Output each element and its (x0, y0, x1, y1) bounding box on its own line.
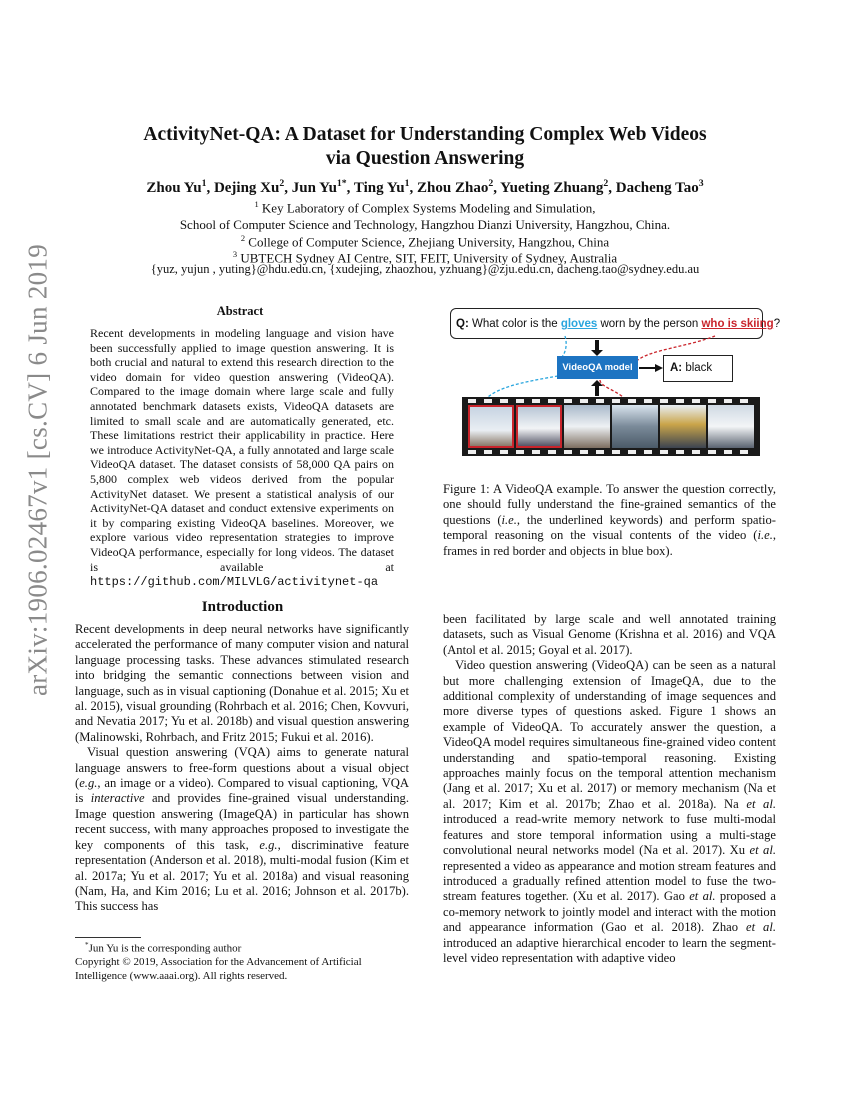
affiliation-3: $^3$ UBTECH Sydney AI Centre, SIT, FEIT, University of Sydney, Australia (232, 249, 618, 266)
title-line-1: ActivityNet-QA: A Dataset for Understanding Complex Web Videos (143, 124, 707, 145)
dataset-link[interactable]: https://github.com/MILVLG/activitynet-qa (90, 575, 379, 590)
author: Ting Yu$^1$ (353, 178, 410, 196)
author-list: Zhou Yu$^1$, Dejing Xu$^2$, Jun $Yu^{1*}$, Ting Yu$^1$, Zhou Zhao$^2$, Yueting Zhuang$^2$, Dacheng Tao$^3$ (146, 178, 704, 196)
author: Yueting Zhuang$^2$ (500, 178, 609, 196)
arxiv-side-label (8, 243, 68, 697)
arrowhead (655, 364, 663, 372)
paper-title (60, 123, 790, 171)
abstract-body: Recent developments in modeling language and vision have been successfully applied to image question answering. It is both crucial and natural to extend this research direction to the video domain for video question answering (VideoQA). Compared to the image domain where large scale and fully annotated benchmark datasets exists, VideoQA datasets are limited to small scale and are automatically generated, etc. These limitations restrict their applicability in practice. Here we introduce ActivityNet-QA, a fully annotated and large scale VideoQA dataset. The dataset consists of 58,000 QA pairs on 5,800 complex web videos derived from the popular ActivityNet dataset. We present a statistical analysis of our ActivityNet-QA dataset and conduct extensive experiments on it by comparing existing VideoQA baselines. Moreover, we explore various video representation strategies to improve VideoQA performance, especially for long videos. The dataset is available at https://github.com/MILVLG/activitynet-qa (90, 326, 394, 590)
video-frame (708, 405, 754, 448)
paragraph: Visual question answering (VQA) aims to generate natural language answers to free-form questions about a visual object (e.g., an image or a video). Compared to visual captioning, VQA is interactive and provides fine-grained visual understanding. Image question answering (ImageQA) in particular has shown recent success, with many approaches proposed to investigate the key components of this task, e.g., discriminative feature representation (Anderson et al. 2018), multi-modal fusion (Kim et al. 2017a; Yu et al. 2017; Yu et al. 2018a) and visual reasoning (Nam, Ha, and Kim 2016; Lu et al. 2016; Johnson et al. 2017b). This success has (75, 745, 409, 914)
figure-1 (450, 306, 780, 456)
video-frame (612, 405, 658, 448)
author: Dacheng Tao$^3$ (615, 178, 704, 196)
paragraph: been facilitated by large scale and well annotated training datasets, such as Visual Genome (Krishna et al. 2016) and VQA (Antol et al. 2015; Goyal et al. 2017). (443, 612, 776, 657)
author: Dejing Xu$^2$ (213, 178, 285, 196)
affiliation-1: $^1$ Key Laboratory of Complex Systems Modeling and Simulation, School of Computer Science and Technology, Hangzhou Dianzi University, Hangzhou, China. (179, 199, 671, 233)
paragraph: Recent developments in deep neural networks have significantly accelerated the performance of many computer vision and natural language processing tasks. These advances stimulated research into bridging the semantic connections between vision and language, such as in visual captioning (Donahue et al. 2015; Xu et al. 2015), visual grounding (Rohrbach et al. 2016; Chen, Kovvuri, and Nevatia 2017; Yu et al. 2018b) and visual question answering (Malinowski, Rohrbach, and Fritz 2015; Fukui et al. 2016). (75, 622, 409, 744)
intro-left-column (75, 622, 409, 915)
keyword-who-is-skiing: who is skiing (701, 318, 774, 330)
footnote-rule (75, 937, 141, 938)
video-frame (516, 405, 562, 448)
keyword-gloves: gloves (560, 318, 598, 330)
figure-question-box: Q: What color is the gloves worn by the person who is skiing? (450, 308, 763, 339)
author-emails: {yuz, yujun , yuting}@hdu.edu.cn, {xudejing, zhaozhou, yzhuang}@zju.edu.cn, dacheng.tao@sydney.edu.au (150, 262, 700, 276)
title-line-2: via Question Answering (325, 148, 525, 169)
video-film-strip (462, 397, 760, 456)
introduction-heading: Introduction (201, 599, 284, 615)
author: Jun $Yu^{1*}$ (291, 178, 347, 196)
intro-right-column (443, 612, 776, 966)
videoqa-model-box: VideoQA model (557, 356, 638, 379)
abstract-heading: Abstract (216, 304, 264, 318)
answer-box: A: black (663, 355, 733, 382)
paragraph: Video question answering (VideoQA) can be seen as a natural but more challenging extension of ImageQA, due to the additional complexity of understanding of image sequences and more diverse types of questions asked. Figure 1 shows an example of VideoQA. To accurately answer the question, a VideoQA model requires simultaneous fine-grained video content understanding and spatio-temporal reasoning. Existing approaches mainly focus on the temporal attention mechanism (Jang et al. 2017; Xu et al. 2017) or memory mechanism (Na et al. 2017; Kim et al. 2017b; Zhao et al. 2018a). Na et al. introduced a read-write memory network to fuse multi-modal features and store temporal information using a multi-stage convolutional neural networks model (Na et al. 2017). Xu et al. represented a video as appearance and motion stream features and introduced a gradually refined attention model to fuse the two-stream features together. (Xu et al. 2017). Gao et al. proposed a co-memory network to jointly model and interact with the motion and appearance information (Gao et al. 2018). Zhao et al. introduced an adaptive hierarchical encoder to learn the segment-level video representation with adaptive video (443, 658, 777, 965)
figure-1-caption: Figure 1: A VideoQA example. To answer the question correctly, one should fully understand the fine-grained semantics of the questions (i.e., the underlined keywords) and perform spatio-temporal reasoning on the visual contents of the video (i.e., frames in red border and objects in blue box). (443, 482, 776, 558)
arxiv-id-text: arXiv:1906.02467v1 [cs.CV] 6 Jun 2019 (22, 243, 53, 697)
author: Zhou Zhao$^2$ (417, 178, 494, 196)
video-frame (468, 405, 514, 448)
copyright-notice: Copyright © 2019, Association for the Advancement of Artificial Intelligence (www.aaai.org). All rights reserved. (75, 956, 362, 982)
video-frame (660, 405, 706, 448)
arrowhead (591, 380, 603, 386)
author: Zhou Yu$^1$ (146, 178, 207, 196)
footnote: *Jun Yu is the corresponding author Copyright © 2019, Association for the Advancement of Artificial Intelligence (www.aaai.org). All rights reserved. (75, 939, 409, 983)
video-frame (564, 405, 610, 448)
affiliation-2: $^2$ College of Computer Science, Zhejiang University, Hangzhou, China (240, 233, 610, 250)
